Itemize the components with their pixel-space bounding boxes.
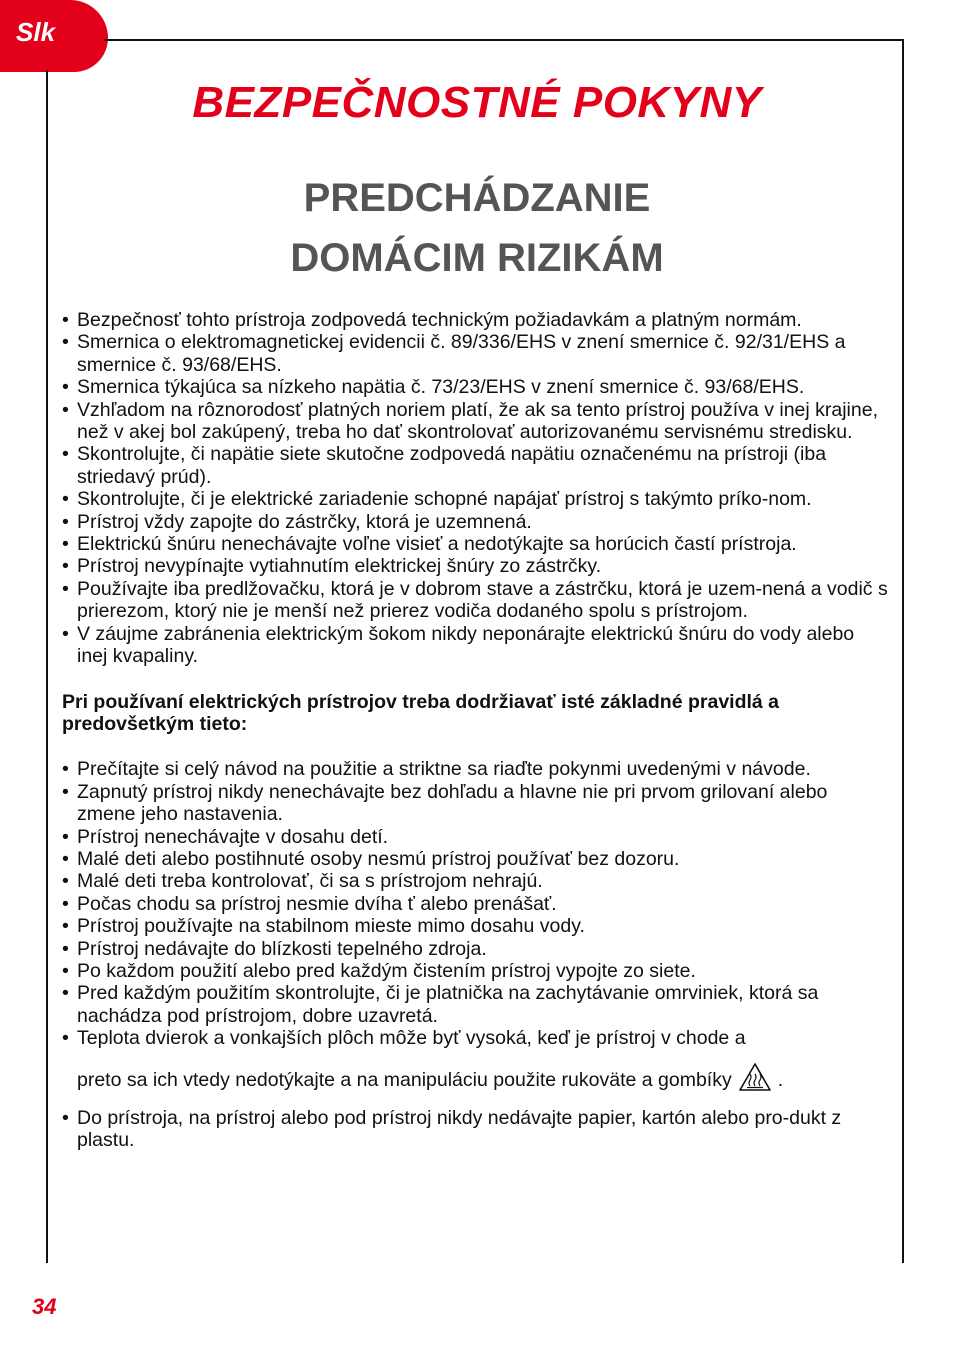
list-item: • Po každom použití alebo pred každým čistením prístroj vypojte zo siete. (62, 960, 888, 982)
page-number: 34 (32, 1294, 57, 1319)
hot-surface-line-2: preto sa ich vtedy nedotýkajte a na manipuláciu použite rukoväte a gombíky (77, 1068, 732, 1091)
list-item: • Skontrolujte, či napätie siete skutočne zodpovedá napätiu označenému na prístroji (iba striedavý prúd). (62, 443, 888, 488)
safety-list-electrical (62, 309, 888, 668)
list-item: • Bezpečnosť tohto prístroja zodpovedá technickým požiadavkám a platným normám. (62, 309, 888, 331)
list-item: • Vzhľadom na rôznorodosť platných noriem platí, že ak sa tento prístroj používa v inej krajine, než v akej bol zakúpený, treba ho dať skontrolovať autorizovanému servisnému stredisku. (62, 399, 888, 444)
hot-surface-line-1: Teplota dvierok a vonkajších plôch môže byť vysoká, keď je prístroj v chode a (77, 1027, 746, 1050)
list-item: • Pred každým použitím skontrolujte, či je platnička na zachytávanie omrviniek, ktorá sa nachádza pod prístrojom, dobre uzavretá. (62, 982, 888, 1027)
list-item: • Prístroj vždy zapojte do zástrčky, ktorá je uzemnená. (62, 511, 888, 533)
list-item: • Elektrickú šnúru nenechávajte voľne visieť a nedotýkajte sa horúcich častí prístroja. (62, 533, 888, 555)
language-tab (0, 0, 108, 72)
hot-surface-end: . (777, 1068, 784, 1091)
basic-rules-heading: Pri používaní elektrických prístrojov treba dodržiavať isté základné pravidlá a predovšetkým tieto: (62, 690, 780, 735)
list-item: • Prístroj nevypínajte vytiahnutím elektrickej šnúry zo zástrčky. (62, 555, 888, 577)
list-item: • Malé deti alebo postihnuté osoby nesmú prístroj používať bez dozoru. (62, 848, 888, 870)
page-subtitle (0, 168, 954, 288)
frame-top-line (104, 39, 904, 41)
subtitle-line-1: PREDCHÁDZANIE (303, 176, 651, 220)
language-code: Slk (16, 17, 56, 47)
subtitle-line-2: DOMÁCIM RIZIKÁM (290, 236, 664, 280)
list-item: • Prečítajte si celý návod na použitie a striktne sa riaďte pokynmi uvedenými v návode. (62, 758, 888, 780)
list-item: • Prístroj používajte na stabilnom mieste mimo dosahu vody. (62, 915, 888, 937)
list-item: • Počas chodu sa prístroj nesmie dvíha ť alebo prenášať. (62, 893, 888, 915)
list-item: • Do prístroja, na prístroj alebo pod prístroj nikdy nedávajte papier, kartón alebo pro-dukt z plastu. (62, 1107, 888, 1152)
list-item-hot-surface (62, 1027, 888, 1097)
list-item: • Používajte iba predlžovačku, ktorá je v dobrom stave a zástrčku, ktorá je uzem-nená a vodič s prierezom, ktorý nie je menší než prierez vodiča dodaného spolu s prístrojom. (62, 578, 888, 623)
list-item: • Smernica o elektromagnetickej evidencii č. 89/336/EHS v znení smernice č. 92/31/EHS a smernice č. 93/68/EHS. (62, 331, 888, 376)
list-item: • Skontrolujte, či je elektrické zariadenie schopné napájať prístroj s takýmto príko-nom. (62, 488, 888, 510)
safety-content (62, 309, 888, 1152)
list-item: • Prístroj nenechávajte v dosahu detí. (62, 826, 888, 848)
list-item: • V záujme zabránenia elektrickým šokom nikdy neponárajte elektrickú šnúru do vody alebo inej kvapaliny. (62, 623, 888, 668)
hot-surface-warning-icon (738, 1062, 772, 1097)
list-item: • Malé deti treba kontrolovať, či sa s prístrojom nehrajú. (62, 870, 888, 892)
safety-list-general (62, 758, 888, 1152)
list-item: • Zapnutý prístroj nikdy nenechávajte bez dohľadu a hlavne nie pri prvom grilovaní alebo zmene jeho nastavenia. (62, 781, 888, 826)
list-item: • Prístroj nedávajte do blízkosti tepelného zdroja. (62, 938, 888, 960)
list-item: • Smernica týkajúca sa nízkeho napätia č. 73/23/EHS v znení smernice č. 93/68/EHS. (62, 376, 888, 398)
page-title: BEZPEČNOSTNÉ POKYNY (192, 78, 762, 127)
